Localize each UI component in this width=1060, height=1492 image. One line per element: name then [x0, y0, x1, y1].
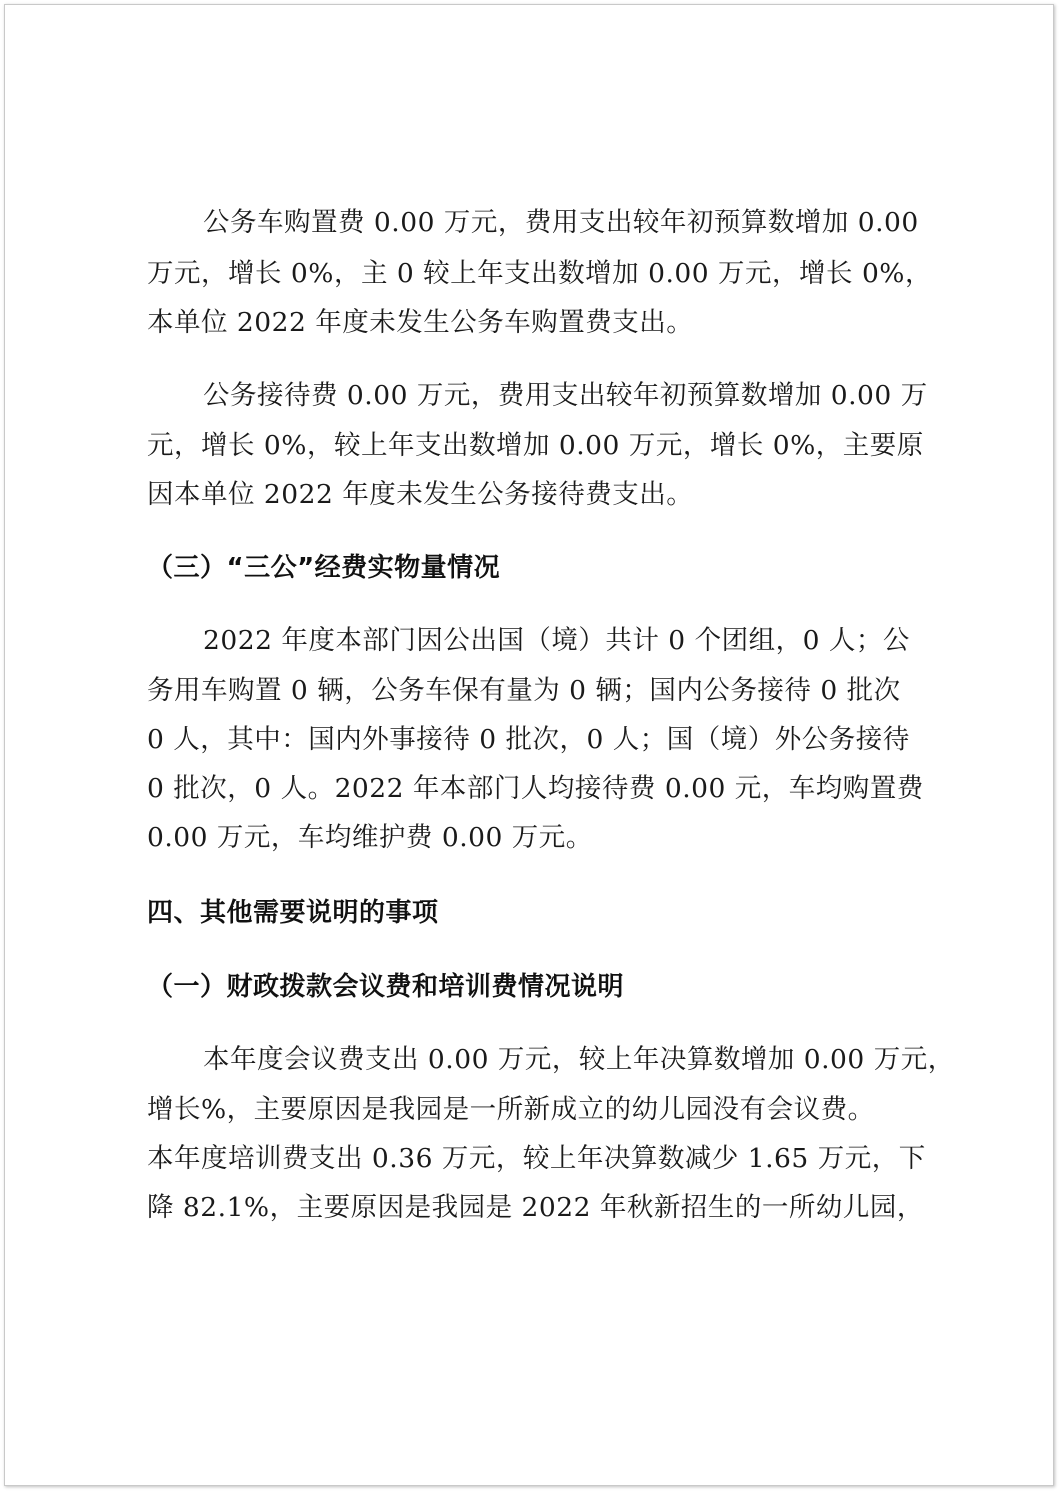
paragraph-line: 本单位 2022 年度未发生公务车购置费支出。: [147, 307, 694, 338]
paragraph-line: 万元，增长 0%，主 0 较上年支出数增加 0.00 万元，增长 0%，: [147, 258, 932, 289]
paragraph-line: 0 批次，0 人。2022 年本部门人均接待费 0.00 元，车均购置费: [147, 773, 924, 804]
section-heading: （一）财政拨款会议费和培训费情况说明: [147, 972, 625, 1002]
paragraph-line: 因本单位 2022 年度未发生公务接待费支出。: [147, 479, 694, 510]
paragraph-line: 公务接待费 0.00 万元，费用支出较年初预算数增加 0.00 万: [203, 380, 928, 411]
paragraph-line: 本年度培训费支出 0.36 万元，较上年决算数减少 1.65 万元，下: [147, 1143, 926, 1174]
paragraph-line: 2022 年度本部门因公出国（境）共计 0 个团组，0 人；公: [203, 625, 910, 656]
paragraph-line: 元，增长 0%，较上年支出数增加 0.00 万元，增长 0%，主要原: [147, 430, 924, 461]
paragraph-line: 公务车购置费 0.00 万元，费用支出较年初预算数增加 0.00: [203, 207, 919, 238]
paragraph-line: 0 人，其中：国内外事接待 0 批次，0 人；国（境）外公务接待: [147, 724, 910, 755]
section-heading: （三）“三公”经费实物量情况: [147, 553, 501, 583]
chapter-heading: 四、其他需要说明的事项: [147, 898, 439, 928]
document-page: [4, 4, 1054, 1486]
paragraph-line: 本年度会议费支出 0.00 万元，较上年决算数增加 0.00 万元，: [203, 1044, 955, 1075]
paragraph-line: 降 82.1%，主要原因是我园是 2022 年秋新招生的一所幼儿园，: [147, 1192, 924, 1223]
paragraph-line: 增长%，主要原因是我园是一所新成立的幼儿园没有会议费。: [147, 1094, 875, 1125]
paragraph-line: 0.00 万元，车均维护费 0.00 万元。: [147, 822, 593, 853]
paragraph-line: 务用车购置 0 辆，公务车保有量为 0 辆；国内公务接待 0 批次: [147, 675, 901, 706]
